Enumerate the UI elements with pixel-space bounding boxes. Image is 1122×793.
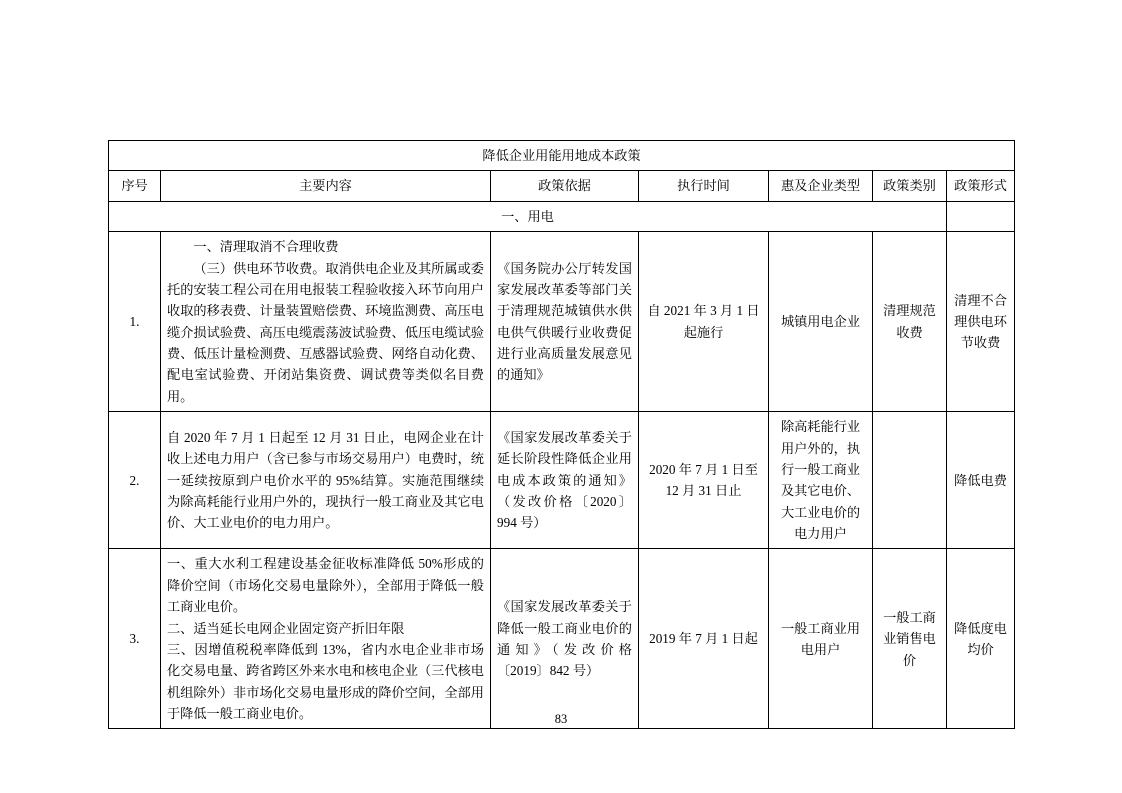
table-title-row bbox=[109, 141, 1015, 171]
row-main-content bbox=[161, 232, 491, 412]
row-main-line: 三、因增值税税率降低到 13%，省内水电企业非市场化交易电量、跨省跨区外来水电和核电企业（三代核电机组除外）非市场化交易电量形成的降价空间，全部用于降低一般工商业电价。 bbox=[167, 641, 484, 721]
row-seq: 3. bbox=[109, 549, 161, 729]
row-main-line: （三）供电环节收费。取消供电企业及其所属或委托的安装工程公司在用电报装工程验收接入环节向用户收取的移表费、计量装置赔偿费、环境监测费、高压电缆介损试验费、高压电缆震荡波试验费、低压电缆试验费、低压计量检测费、互感器试验费、网络自动化费、配电室试验费、开闭站集资费、调试费等类似名目费用。 bbox=[167, 260, 484, 404]
section-spacer bbox=[947, 201, 1015, 231]
table-title: 降低企业用能用地成本政策 bbox=[109, 141, 1015, 171]
table-row bbox=[109, 412, 1015, 549]
table-header-row bbox=[109, 171, 1015, 201]
row-main-line: 自 2020 年 7 月 1 日起至 12 月 31 日止，电网企业在计收上述电力用户（含已参与市场交易用户）电费时，统一延续按原到户电价水平的 95%结算。实施范围继续为除高耗能行业用户外的，现执行一般工商业及其它电价、大工业电价的电力用户。 bbox=[167, 429, 484, 531]
row-main-line: 二、适当延长电网企业固定资产折旧年限 bbox=[167, 620, 405, 636]
column-header-exec-time: 执行时间 bbox=[639, 171, 769, 201]
row-policy-form: 降低电费 bbox=[947, 412, 1015, 549]
row-policy-category: 一般工商业销售电价 bbox=[873, 549, 947, 729]
row-main-content bbox=[161, 412, 491, 549]
row-policy-basis: 《国务院办公厅转发国家发展改革委等部门关于清理规范城镇供水供电供气供暖行业收费促进行业高质量发展意见的通知》 bbox=[491, 232, 639, 412]
column-header-policy-basis: 政策依据 bbox=[491, 171, 639, 201]
row-policy-form: 清理不合理供电环节收费 bbox=[947, 232, 1015, 412]
table-row bbox=[109, 232, 1015, 412]
row-exec-time: 2019 年 7 月 1 日起 bbox=[639, 549, 769, 729]
row-policy-basis: 《国家发展改革委关于降低一般工商业电价的通知》（发改价格〔2019〕842 号） bbox=[491, 549, 639, 729]
section-label: 一、用电 bbox=[109, 201, 947, 231]
row-enterprise-type: 一般工商业用电用户 bbox=[769, 549, 873, 729]
column-header-policy-category: 政策类别 bbox=[873, 171, 947, 201]
row-policy-category: 清理规范收费 bbox=[873, 232, 947, 412]
row-enterprise-type: 除高耗能行业用户外的，执行一般工商业及其它电价、大工业电价的电力用户 bbox=[769, 412, 873, 549]
row-policy-basis: 《国家发展改革委关于延长阶段性降低企业用电成本政策的通知》（发改价格〔2020〕994 号） bbox=[491, 412, 639, 549]
row-seq: 1. bbox=[109, 232, 161, 412]
row-main-line: 一、重大水利工程建设基金征收标准降低 50%形成的降价空间（市场化交易电量除外），全部用于降低一般工商业电价。 bbox=[167, 556, 484, 615]
policy-table bbox=[108, 140, 1015, 729]
row-exec-time: 自 2021 年 3 月 1 日起施行 bbox=[639, 232, 769, 412]
row-main-content bbox=[161, 549, 491, 729]
row-enterprise-type: 城镇用电企业 bbox=[769, 232, 873, 412]
row-seq: 2. bbox=[109, 412, 161, 549]
column-header-main-content: 主要内容 bbox=[161, 171, 491, 201]
row-exec-time: 2020 年 7 月 1 日至 12 月 31 日止 bbox=[639, 412, 769, 549]
row-main-line: 一、清理取消不合理收费 bbox=[193, 239, 339, 255]
section-row bbox=[109, 201, 1015, 231]
table-row bbox=[109, 549, 1015, 729]
column-header-seq: 序号 bbox=[109, 171, 161, 201]
row-policy-form: 降低度电均价 bbox=[947, 549, 1015, 729]
column-header-policy-form: 政策形式 bbox=[947, 171, 1015, 201]
column-header-enterprise-type: 惠及企业类型 bbox=[769, 171, 873, 201]
row-policy-category bbox=[873, 412, 947, 549]
page-number: 83 bbox=[554, 712, 568, 726]
